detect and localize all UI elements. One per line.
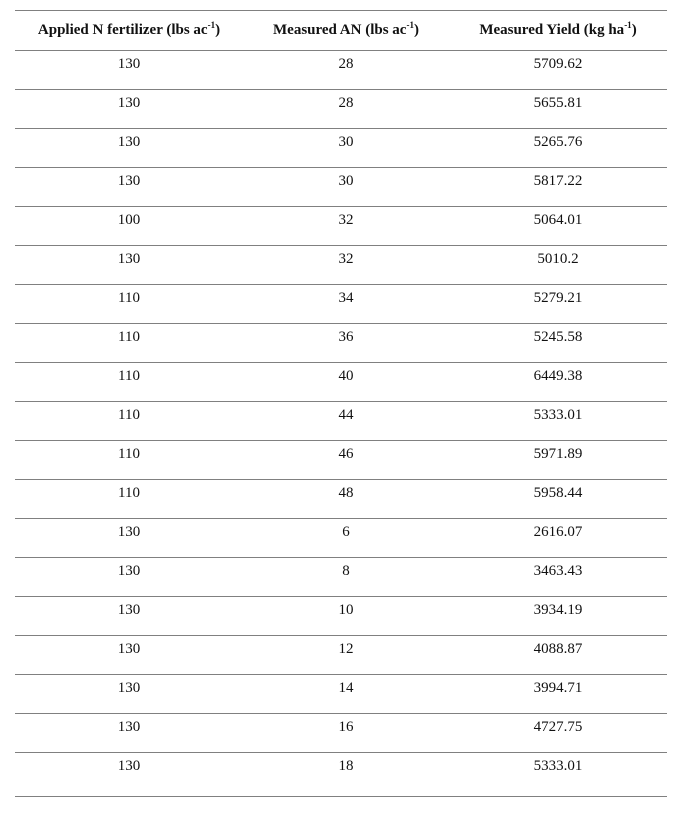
table-row <box>15 168 667 207</box>
cell-applied-n: 130 <box>15 675 243 714</box>
cell-measured-an: 6 <box>243 519 449 558</box>
table-row <box>15 363 667 402</box>
cell-applied-n: 110 <box>15 402 243 441</box>
cell-measured-an: 30 <box>243 168 449 207</box>
cell-measured-an: 32 <box>243 207 449 246</box>
table-row <box>15 636 667 675</box>
cell-measured-an: 46 <box>243 441 449 480</box>
cell-measured-yield: 5279.21 <box>449 285 667 324</box>
table-row <box>15 285 667 324</box>
cell-applied-n: 100 <box>15 207 243 246</box>
cell-applied-n: 110 <box>15 363 243 402</box>
cell-measured-yield: 5010.2 <box>449 246 667 285</box>
table-row <box>15 675 667 714</box>
cell-measured-an: 48 <box>243 480 449 519</box>
cell-applied-n: 130 <box>15 51 243 90</box>
cell-measured-an: 18 <box>243 753 449 797</box>
cell-measured-yield: 3463.43 <box>449 558 667 597</box>
table-row <box>15 441 667 480</box>
table-row <box>15 207 667 246</box>
table-row <box>15 402 667 441</box>
cell-measured-yield: 4727.75 <box>449 714 667 753</box>
cell-measured-yield: 6449.38 <box>449 363 667 402</box>
cell-applied-n: 130 <box>15 636 243 675</box>
cell-measured-an: 32 <box>243 246 449 285</box>
header-row <box>15 11 667 51</box>
data-table-container <box>15 10 667 797</box>
table-row <box>15 129 667 168</box>
header-measured-an: Measured AN (lbs $ac^{-1}$) <box>243 11 449 51</box>
cell-measured-yield: 5817.22 <box>449 168 667 207</box>
cell-applied-n: 110 <box>15 480 243 519</box>
table-row <box>15 519 667 558</box>
header-applied-n: Applied N fertilizer (lbs $ac^{-1}$) <box>15 11 243 51</box>
cell-measured-yield: 5971.89 <box>449 441 667 480</box>
cell-measured-yield: 3934.19 <box>449 597 667 636</box>
cell-applied-n: 130 <box>15 168 243 207</box>
cell-measured-yield: 5265.76 <box>449 129 667 168</box>
cell-measured-yield: 5709.62 <box>449 51 667 90</box>
cell-measured-yield: 5655.81 <box>449 90 667 129</box>
cell-measured-yield: 5958.44 <box>449 480 667 519</box>
cell-applied-n: 130 <box>15 90 243 129</box>
cell-applied-n: 130 <box>15 753 243 797</box>
table-body <box>15 51 667 797</box>
table-row <box>15 714 667 753</box>
table-row <box>15 558 667 597</box>
cell-measured-yield: 5333.01 <box>449 753 667 797</box>
cell-measured-yield: 4088.87 <box>449 636 667 675</box>
table-row <box>15 246 667 285</box>
header-measured-yield: Measured Yield (kg $ha^{-1}$) <box>449 11 667 51</box>
cell-applied-n: 130 <box>15 558 243 597</box>
cell-measured-an: 16 <box>243 714 449 753</box>
cell-applied-n: 130 <box>15 714 243 753</box>
cell-applied-n: 130 <box>15 129 243 168</box>
cell-measured-yield: 5333.01 <box>449 402 667 441</box>
table-header <box>15 11 667 51</box>
cell-measured-yield: 5064.01 <box>449 207 667 246</box>
cell-measured-an: 40 <box>243 363 449 402</box>
cell-measured-yield: 2616.07 <box>449 519 667 558</box>
cell-measured-an: 30 <box>243 129 449 168</box>
cell-measured-an: 34 <box>243 285 449 324</box>
cell-applied-n: 110 <box>15 441 243 480</box>
cell-measured-an: 12 <box>243 636 449 675</box>
cell-applied-n: 110 <box>15 324 243 363</box>
cell-applied-n: 130 <box>15 246 243 285</box>
cell-applied-n: 130 <box>15 519 243 558</box>
cell-measured-yield: 3994.71 <box>449 675 667 714</box>
cell-measured-an: 8 <box>243 558 449 597</box>
cell-measured-yield: 5245.58 <box>449 324 667 363</box>
table-row <box>15 480 667 519</box>
cell-measured-an: 36 <box>243 324 449 363</box>
cell-measured-an: 28 <box>243 90 449 129</box>
cell-measured-an: 10 <box>243 597 449 636</box>
cell-measured-an: 28 <box>243 51 449 90</box>
cell-measured-an: 14 <box>243 675 449 714</box>
cell-applied-n: 130 <box>15 597 243 636</box>
cell-measured-an: 44 <box>243 402 449 441</box>
cell-applied-n: 110 <box>15 285 243 324</box>
data-table <box>15 10 667 797</box>
table-row <box>15 753 667 797</box>
table-row <box>15 51 667 90</box>
table-row <box>15 597 667 636</box>
table-row <box>15 324 667 363</box>
table-row <box>15 90 667 129</box>
